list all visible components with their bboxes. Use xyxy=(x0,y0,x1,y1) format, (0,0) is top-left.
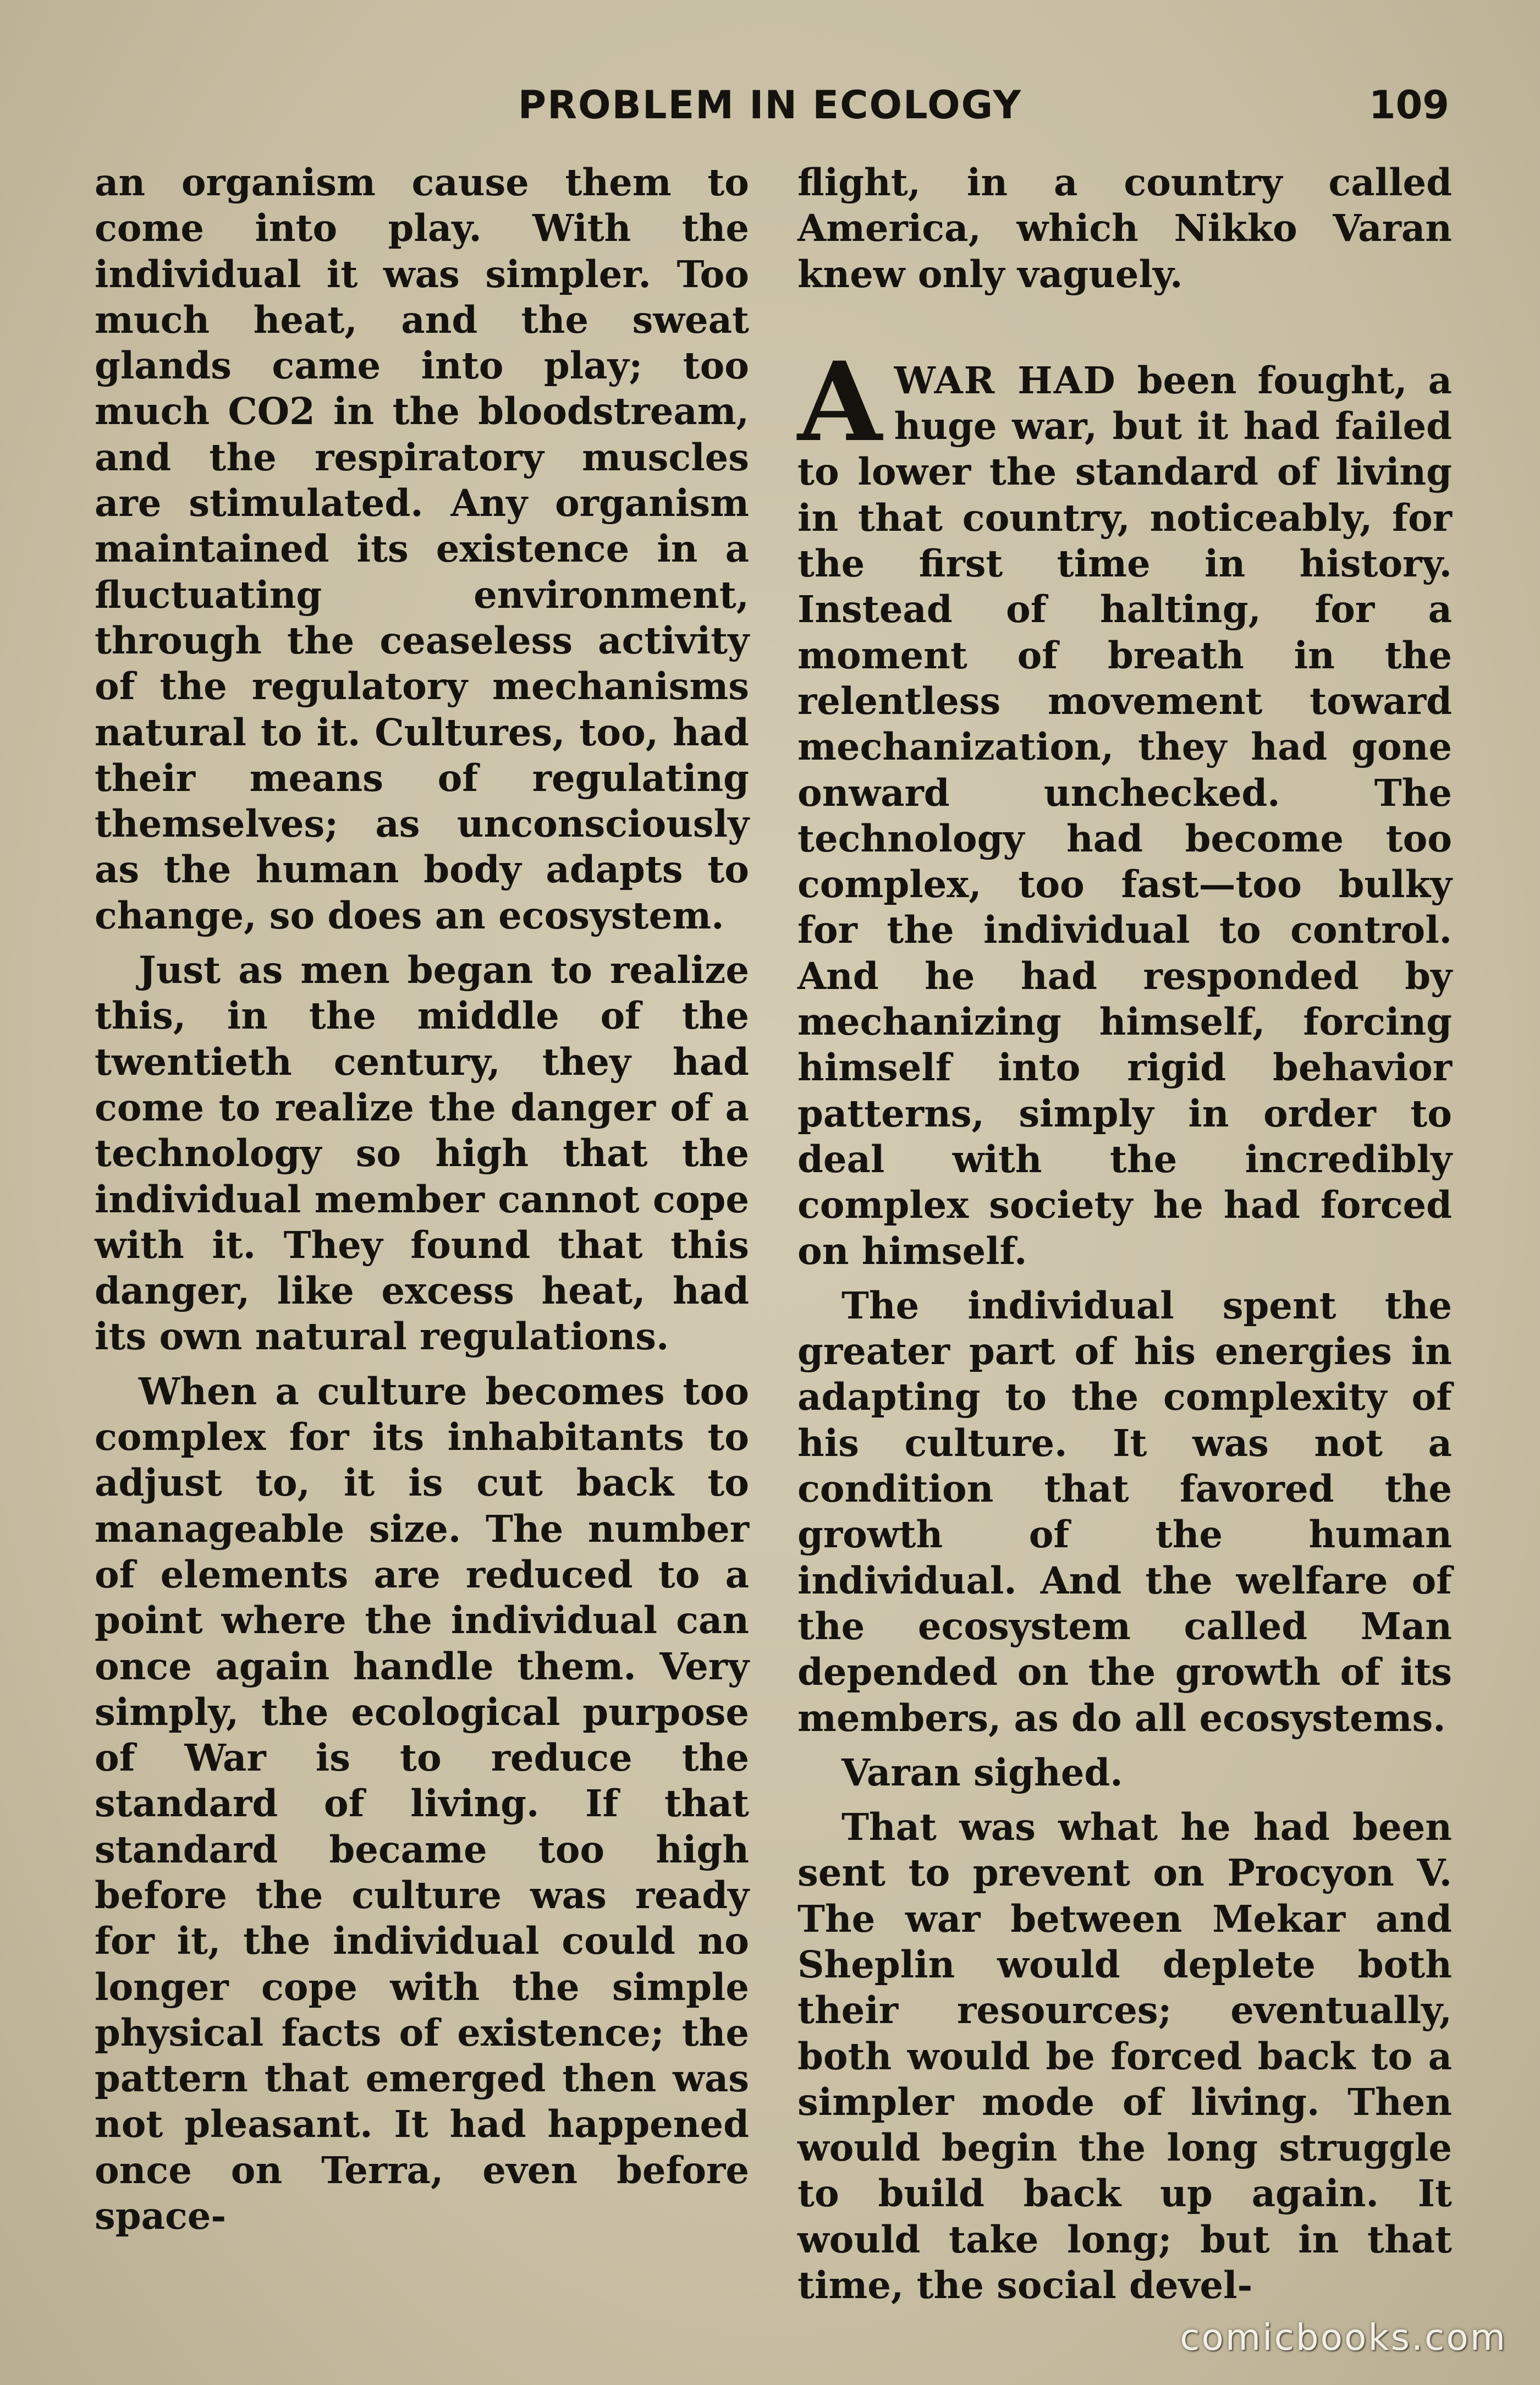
running-title: PROBLEM IN ECOLOGY xyxy=(518,83,1022,128)
paragraph: Just as men began to realize this, in the middle of the twentieth century, they had come to realize the danger of a technology so high that the individual member cannot cope with it. They found that this danger, like excess heat, had its own natural regulations. xyxy=(95,948,749,1359)
section-opening-paragraph xyxy=(798,337,1452,1274)
right-column xyxy=(798,160,1452,2308)
drop-cap: A xyxy=(798,337,882,466)
page-header xyxy=(0,83,1540,143)
paragraph: When a culture becomes too complex for its inhabitants to adjust to, it is cut back to manageable size. The number of elements are reduced to a point where the individual can once again handle them. Very simply, the ecological purpose of War is to reduce the standard of living. If that standard became too high before the culture was ready for it, the individual could no longer cope with the simple physical facts of existence; the pattern that emerged then was not pleasant. It had happened once on Terra, even before space- xyxy=(95,1369,749,2238)
page-number: 109 xyxy=(1368,83,1449,128)
left-column xyxy=(95,160,749,2239)
paragraph: That was what he had been sent to prevent on Procyon V. The war between Mekar and Sheplin would deplete both their resources; eventually, both would be forced back to a simpler mode of living. Then would begin the long struggle to build back up again. It would take long; but in that time, the social devel- xyxy=(798,1805,1452,2307)
paragraph: an organism cause them to come into play. With the individual it was simpler. Too much heat, and the sweat glands came into play; too much CO2 in the bloodstream, and the respiratory muscles are stimulated. Any organism maintained its existence in a fluctuating environment, through the ceaseless activity of the regulatory mechanisms natural to it. Cultures, too, had their means of regulating themselves; as unconsciously as the human body adapts to change, so does an ecosystem. xyxy=(95,161,749,937)
lead-in-text: WAR HAD xyxy=(894,358,1116,402)
paragraph: The individual spent the greater part of his energies in adapting to the complexity of his culture. It was not a condition that favored the growth of the human individual. And the welfare of the ecosystem called Man depended on the growth of its members, as do all ecosystems. xyxy=(798,1283,1452,1740)
paragraph: flight, in a country called America, which Nikko Varan knew only vaguely. xyxy=(798,161,1452,296)
paragraph: Varan sighed. xyxy=(842,1750,1123,1794)
watermark: comicbooks.com xyxy=(1180,2316,1507,2359)
paragraph-text: been fought, a huge war, but it had failed to lower the standard of living in that country, noticeably, for the first time in history. Instead of halting, for a moment of breath in the relentless movement toward mechanization, they had gone onward unchecked. The technology had become too complex, too fast—too bulky for the individual to control. And he had responded by mechanizing himself, forcing himself into rigid behavior patterns, simply in order to deal with the incredibly complex society he had forced on himself. xyxy=(798,358,1452,1273)
